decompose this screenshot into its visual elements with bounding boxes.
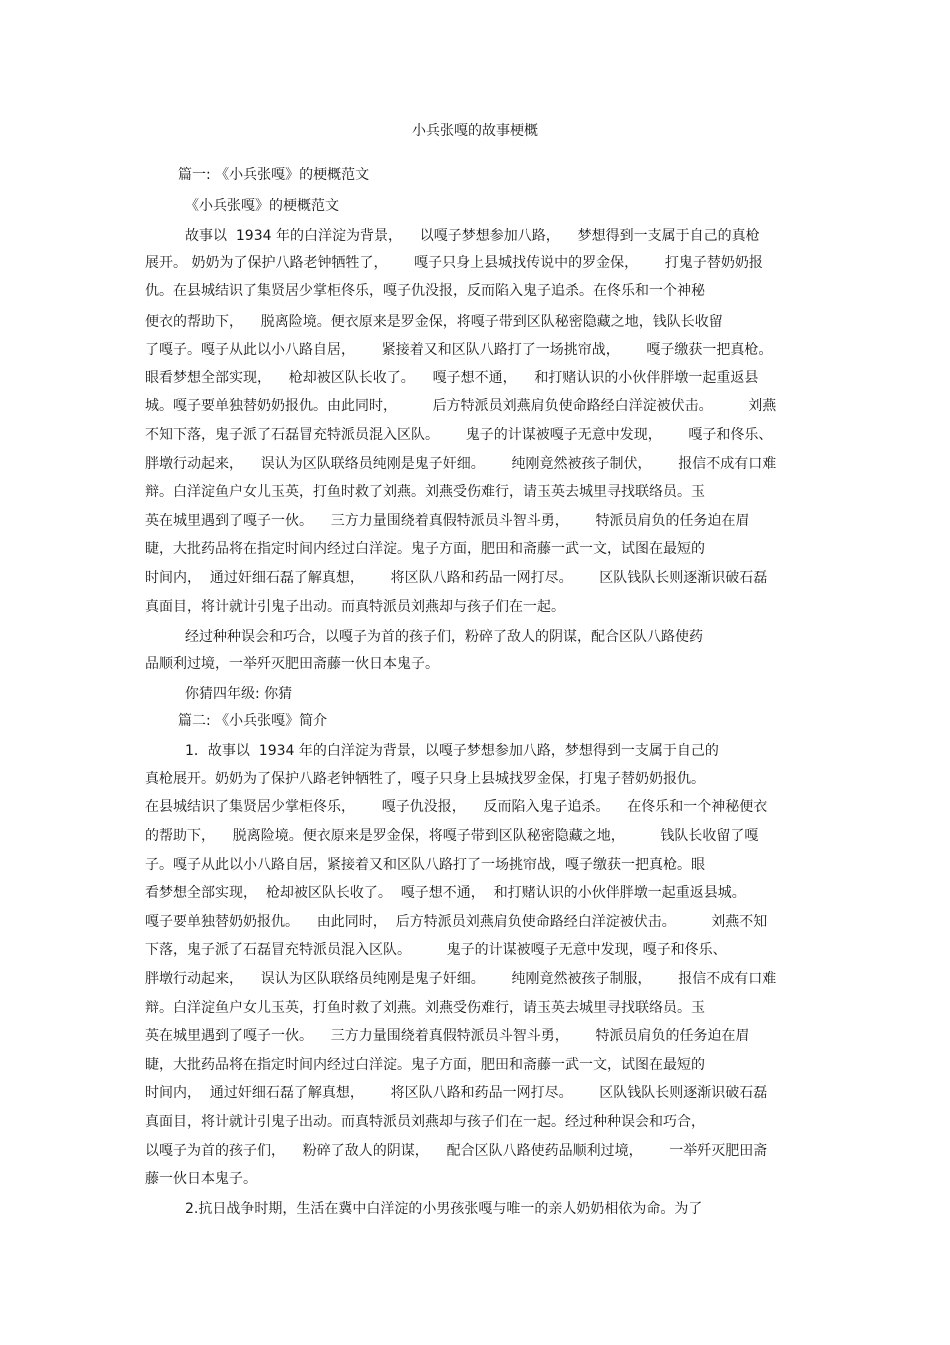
text-line: 便衣的帮助下， 脱离险境。便衣原来是罗金保，将嘎子带到区队秘密隐藏之地，钱队长收留 [145, 314, 723, 330]
text-line: 真枪展开。奶奶为了保护八路老钟牺牲了，嘎子只身上县城找罗金保，打鬼子替奶奶报仇。 [145, 771, 705, 787]
text-line: 了嘎子。嘎子从此以小八路自居， 紧接着又和区队八路打了一场挑帘战， 嘎子缴获一把真枪。 [145, 342, 773, 358]
section-heading-2: 篇二: 《小兵张嘎》简介 [178, 713, 328, 729]
text-line: 仇。在县城结识了集贤居少掌柜佟乐，嘎子仇没报，反而陷入鬼子追杀。在佟乐和一个神秘 [145, 283, 705, 299]
text-line: 城。嘎子要单独替奶奶报仇。由此同时， 后方特派员刘燕肩负使命路经白洋淀被伏击。 刘燕 [145, 398, 777, 414]
text-line: 子。嘎子从此以小八路自居，紧接着又和区队八路打了一场挑帘战，嘎子缴获一把真枪。眼 [145, 857, 705, 873]
text-line: 胖墩行动起来， 误认为区队联络员纯刚是鬼子奸细。 纯刚竟然被孩子制伏， 报信不成有口难 [145, 456, 777, 472]
text-line: 睫，大批药品将在指定时间内经过白洋淀。鬼子方面，肥田和斋藤一武一文，试图在最短的 [145, 541, 705, 557]
text-line: 你猜四年级: 你猜 [185, 686, 293, 702]
text-line: 在县城结识了集贤居少掌柜佟乐， 嘎子仇没报， 反而陷入鬼子追杀。 在佟乐和一个神秘便衣 [145, 799, 768, 815]
text-line: 经过种种误会和巧合，以嘎子为首的孩子们，粉碎了敌人的阴谋，配合区队八路使药 [185, 629, 703, 645]
text-line: 以嘎子为首的孩子们， 粉碎了敌人的阴谋， 配合区队八路使药品顺利过境， 一举歼灭肥田斋 [145, 1143, 768, 1159]
text-line: 1．故事以 1934 年的白洋淀为背景，以嘎子梦想参加八路，梦想得到一支属于自己的 [185, 743, 719, 759]
text-line: 不知下落，鬼子派了石磊冒充特派员混入区队。 鬼子的计谋被嘎子无意中发现， 嘎子和佟乐、 [145, 427, 773, 443]
text-line: 的帮助下， 脱离险境。便衣原来是罗金保，将嘎子带到区队秘密隐藏之地， 钱队长收留了嘎 [145, 828, 759, 844]
text-line: 英在城里遇到了嘎子一伙。 三方力量围绕着真假特派员斗智斗勇， 特派员肩负的任务迫在眉 [145, 513, 750, 529]
text-line: 胖墩行动起来， 误认为区队联络员纯刚是鬼子奸细。 纯刚竟然被孩子制服， 报信不成有口难 [145, 971, 777, 987]
text-line: 看梦想全部实现， 枪却被区队长收了。 嘎子想不通， 和打赌认识的小伙伴胖墩一起重返县城。 [145, 885, 746, 901]
text-line: 真面目，将计就计引鬼子出动。而真特派员刘燕却与孩子们在一起。 [145, 599, 565, 615]
document-title: 小兵张嘎的故事梗概 [412, 123, 538, 139]
text-line: 英在城里遇到了嘎子一伙。 三方力量围绕着真假特派员斗智斗勇， 特派员肩负的任务迫在眉 [145, 1028, 750, 1044]
text-line: 展开。 奶奶为了保护八路老钟牺牲了， 嘎子只身上县城找传说中的罗金保， 打鬼子替奶奶报 [145, 255, 763, 271]
text-line: 眼看梦想全部实现， 枪却被区队长收了。 嘎子想不通， 和打赌认识的小伙伴胖墩一起重返县 [145, 370, 759, 386]
section-heading-1: 篇一: 《小兵张嘎》的梗概范文 [178, 167, 370, 183]
text-line: 时间内， 通过奸细石磊了解真想， 将区队八路和药品一网打尽。 区队钱队长则逐渐识破石磊 [145, 1085, 768, 1101]
text-line: 下落，鬼子派了石磊冒充特派员混入区队。 鬼子的计谋被嘎子无意中发现，嘎子和佟乐、 [145, 942, 727, 958]
text-line: 辩。白洋淀鱼户女儿玉英，打鱼时救了刘燕。刘燕受伤难行，请玉英去城里寻找联络员。玉 [145, 1000, 705, 1016]
text-line: 真面目，将计就计引鬼子出动。而真特派员刘燕却与孩子们在一起。经过种种误会和巧合， [145, 1114, 705, 1130]
text-line: 藤一伙日本鬼子。 [145, 1171, 257, 1187]
subheading: 《小兵张嘎》的梗概范文 [185, 198, 339, 214]
text-line: 2.抗日战争时期，生活在冀中白洋淀的小男孩张嘎与唯一的亲人奶奶相依为命。为了 [185, 1201, 703, 1217]
text-line: 时间内， 通过奸细石磊了解真想， 将区队八路和药品一网打尽。 区队钱队长则逐渐识破石磊 [145, 570, 768, 586]
text-line: 辩。白洋淀鱼户女儿玉英，打鱼时救了刘燕。刘燕受伤难行，请玉英去城里寻找联络员。玉 [145, 484, 705, 500]
text-line: 故事以 1934 年的白洋淀为背景， 以嘎子梦想参加八路， 梦想得到一支属于自己的真枪 [185, 228, 760, 244]
text-line: 嘎子要单独替奶奶报仇。 由此同时， 后方特派员刘燕肩负使命路经白洋淀被伏击。 刘燕不知 [145, 914, 768, 930]
text-line: 睫，大批药品将在指定时间内经过白洋淀。鬼子方面，肥田和斋藤一武一文，试图在最短的 [145, 1057, 705, 1073]
text-line: 品顺利过境，一举歼灭肥田斋藤一伙日本鬼子。 [145, 656, 439, 672]
